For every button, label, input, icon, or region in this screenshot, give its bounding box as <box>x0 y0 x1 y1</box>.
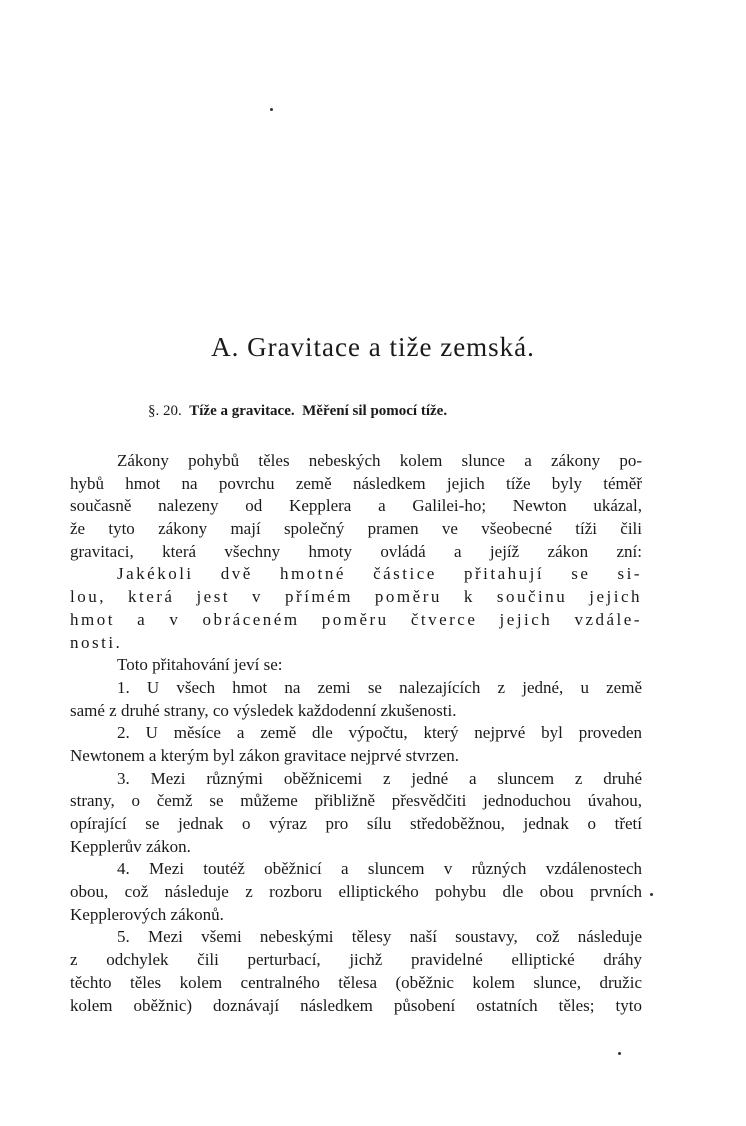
text-line: Kepplerův zákon. <box>70 836 191 856</box>
law-line: Jakékoli dvě hmotné částice přitahují se si- <box>117 564 642 584</box>
section-heading <box>148 403 588 420</box>
text-line: Toto přitahování jeví se: <box>117 655 283 675</box>
text-line: Zákony pohybů těles nebeských kolem slunce a zákony po- <box>117 451 642 470</box>
text-line: současně nalezeny od Kepplera a Galilei-ho; Newton ukázal, <box>70 496 642 516</box>
text-line: že tyto zákony mají společný pramen ve všeobecné tíži čili <box>70 519 642 539</box>
law-line: hmot a v obráceném poměru čtverce jejich vzdále- <box>70 609 642 629</box>
text-line: kolem oběžnic) doznávají následkem působení ostatních těles; tyto <box>70 995 642 1015</box>
text-line: Kepplerových zákonů. <box>70 904 224 924</box>
text-line: gravitaci, která všechny hmoty ovládá a jejíž zákon zní: <box>70 541 642 561</box>
text-line: hybů hmot na povrchu země následkem jejich tíže byly téměř <box>70 473 642 493</box>
text-line: obou, což následuje z rozboru elliptického pohybu dle obou prvních <box>70 882 642 902</box>
text-line: těchto těles kolem centralného tělesa (oběžnic kolem slunce, družic <box>70 972 642 992</box>
list-item-line: 5. Mezi všemi nebeskými tělesy naší soustavy, což následuje <box>117 927 642 947</box>
speck-mark <box>618 1052 621 1055</box>
body-text <box>70 450 642 1017</box>
speck-mark <box>270 108 273 111</box>
list-item-line: 4. Mezi toutéž oběžnicí a sluncem v různých vzdálenostech <box>117 859 642 879</box>
list-item-line: 2. U měsíce a země dle výpočtu, který nejprvé byl proveden <box>117 723 642 743</box>
text-line: Newtonem a kterým byl zákon gravitace nejprvé stvrzen. <box>70 745 459 765</box>
section-number: §. 20. <box>148 403 182 419</box>
section-subtitle: Měření sil pomocí tíže. <box>302 403 448 419</box>
law-line: lou, která jest v přímém poměru k součinu jejich <box>70 587 642 607</box>
section-title: Tíže a gravitace. <box>189 403 295 419</box>
list-item-line: 1. U všech hmot na zemi se nalezajících z jedné, u země <box>117 677 642 697</box>
text-line: strany, o čemž se můžeme přibližně přesvědčiti jednoduchou úvahou, <box>70 791 642 811</box>
text-line: samé z druhé strany, co výsledek každodenní zkušenosti. <box>70 700 457 720</box>
list-item-line: 3. Mezi různými oběžnicemi z jedné a sluncem z druhé <box>117 768 642 788</box>
law-line: nosti. <box>70 632 123 652</box>
speck-mark <box>650 893 653 896</box>
text-line: z odchylek čili perturbací, jichž pravidelné elliptické dráhy <box>70 950 642 970</box>
text-line: opírající se jednak o výraz pro sílu středoběžnou, jednak o třetí <box>70 814 642 833</box>
chapter-title: A. Gravitace a tiže zemská. <box>211 332 535 362</box>
